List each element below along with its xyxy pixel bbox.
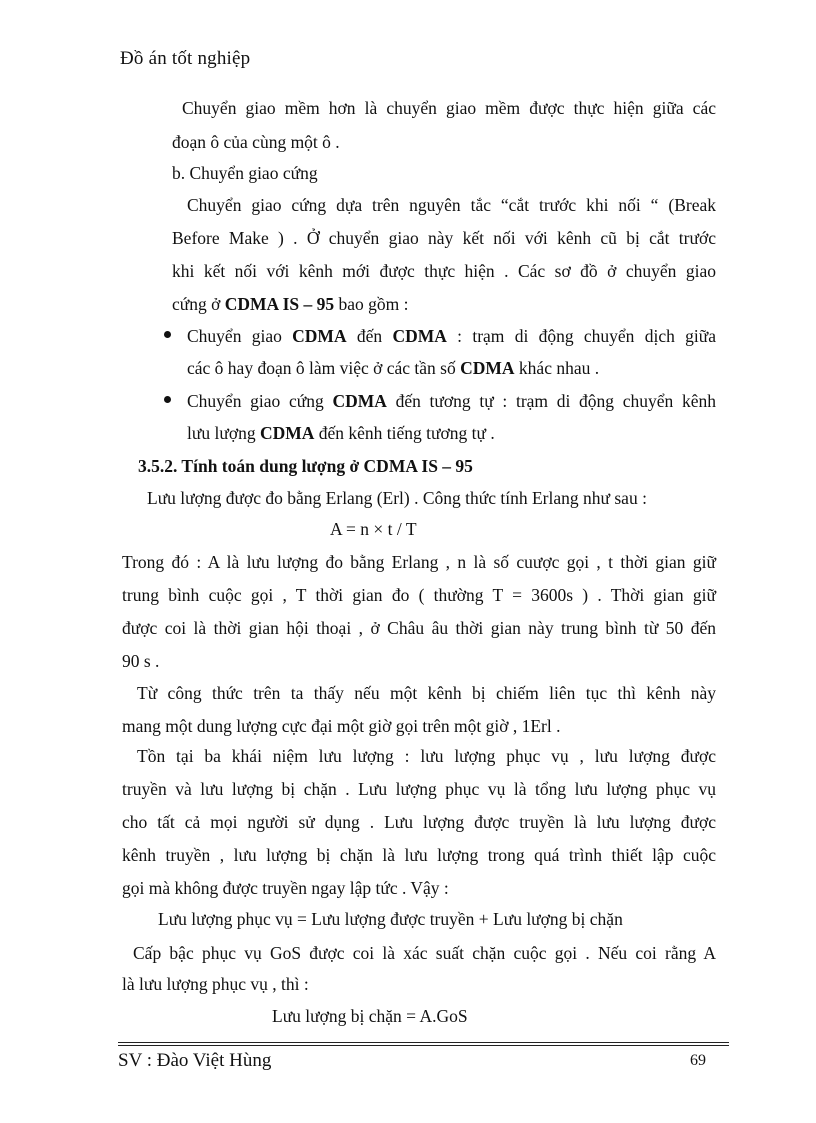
text-run: bao gồm : bbox=[334, 294, 409, 314]
formula: A = n × t / T bbox=[330, 519, 417, 539]
text-run-bold: CDMA bbox=[259, 423, 315, 443]
text-run-bold: CDMA IS – 95 bbox=[224, 294, 335, 314]
bullet-icon bbox=[164, 396, 171, 403]
section-heading: 3.5.2. Tính toán dung lượng ở CDMA IS – 95 bbox=[138, 456, 473, 476]
page-header: Đồ án tốt nghiệp bbox=[120, 48, 251, 69]
text-run: Chuyển giao bbox=[187, 326, 293, 346]
footer-divider bbox=[118, 1042, 729, 1043]
paragraph-line: gọi mà không được truyền ngay lập tức . Vậy : bbox=[122, 878, 449, 898]
text-run: : trạm di động chuyển dịch giữa bbox=[446, 326, 716, 346]
bullet-item-line bbox=[187, 356, 599, 380]
paragraph-line: Lưu lượng được đo bằng Erlang (Erl) . Công thức tính Erlang như sau : bbox=[147, 488, 647, 508]
footer-divider bbox=[118, 1045, 729, 1046]
text-run: cứng ở bbox=[172, 294, 225, 314]
paragraph-line: được coi là thời gian hội thoại , ở Châu âu thời gian này trung bình từ 50 đến bbox=[122, 618, 716, 638]
text-run-bold: CDMA bbox=[392, 326, 447, 346]
paragraph-line: đoạn ô của cùng một ô . bbox=[172, 132, 340, 152]
paragraph-line: khi kết nối với kênh mới được thực hiện . Các sơ đồ ở chuyển giao bbox=[172, 261, 716, 281]
text-run: đến kênh tiếng tương tự . bbox=[314, 423, 495, 443]
paragraph-line: cho tất cả mọi người sử dụng . Lưu lượng được truyền là lưu lượng được bbox=[122, 812, 716, 832]
paragraph-line: là lưu lượng phục vụ , thì : bbox=[122, 974, 309, 994]
text-run: lưu lượng bbox=[187, 423, 260, 443]
formula: Lưu lượng bị chặn = A.GoS bbox=[272, 1006, 468, 1026]
text-run: các ô hay đoạn ô làm việc ở các tần số bbox=[187, 358, 461, 378]
paragraph-line: Trong đó : A là lưu lượng đo bằng Erlang , n là số cuược gọi , t thời gian giữ bbox=[122, 552, 716, 572]
paragraph-line: Từ công thức trên ta thấy nếu một kênh bị chiếm liên tục thì kênh này bbox=[137, 683, 716, 703]
text-run-bold: CDMA bbox=[292, 326, 347, 346]
bullet-icon bbox=[164, 331, 171, 338]
text-run: khác nhau . bbox=[514, 358, 600, 378]
paragraph-line: 90 s . bbox=[122, 651, 160, 671]
text-run: đến bbox=[346, 326, 393, 346]
paragraph-line: Tồn tại ba khái niệm lưu lượng : lưu lượng phục vụ , lưu lượng được bbox=[137, 746, 716, 766]
paragraph-line: Chuyển giao cứng dựa trên nguyên tắc “cắt trước khi nối “ (Break bbox=[187, 195, 716, 215]
paragraph-line bbox=[172, 292, 409, 316]
paragraph-line: Chuyển giao mềm hơn là chuyển giao mềm được thực hiện giữa các bbox=[182, 98, 716, 118]
page-number: 69 bbox=[690, 1052, 706, 1069]
paragraph-line: mang một dung lượng cực đại một giờ gọi trên một giờ , 1Erl . bbox=[122, 716, 561, 736]
text-run-bold: CDMA bbox=[460, 358, 515, 378]
footer-author: SV : Đào Việt Hùng bbox=[118, 1050, 272, 1071]
formula: Lưu lượng phục vụ = Lưu lượng được truyền + Lưu lượng bị chặn bbox=[158, 909, 623, 929]
bullet-item-line bbox=[187, 389, 716, 413]
text-run-bold: CDMA bbox=[332, 391, 387, 411]
paragraph-line: trung bình cuộc gọi , T thời gian đo ( thường T = 3600s ) . Thời gian giữ bbox=[122, 585, 716, 605]
text-run: Chuyển giao cứng bbox=[187, 391, 333, 411]
paragraph-line: Cấp bậc phục vụ GoS được coi là xác suất chặn cuộc gọi . Nếu coi rằng A bbox=[133, 943, 716, 963]
paragraph-line: kênh truyền , lưu lượng bị chặn là lưu lượng trong quá trình thiết lập cuộc bbox=[122, 845, 716, 865]
text-run: đến tương tự : trạm di động chuyển kênh bbox=[386, 391, 717, 411]
bullet-item-line bbox=[187, 421, 495, 445]
subheading-b: b. Chuyển giao cứng bbox=[172, 163, 318, 183]
paragraph-line: Before Make ) . Ở chuyển giao này kết nối với kênh cũ bị cắt trước bbox=[172, 228, 716, 248]
paragraph-line: truyền và lưu lượng bị chặn . Lưu lượng phục vụ là tổng lưu lượng phục vụ bbox=[122, 779, 716, 799]
bullet-item-line bbox=[187, 324, 716, 348]
